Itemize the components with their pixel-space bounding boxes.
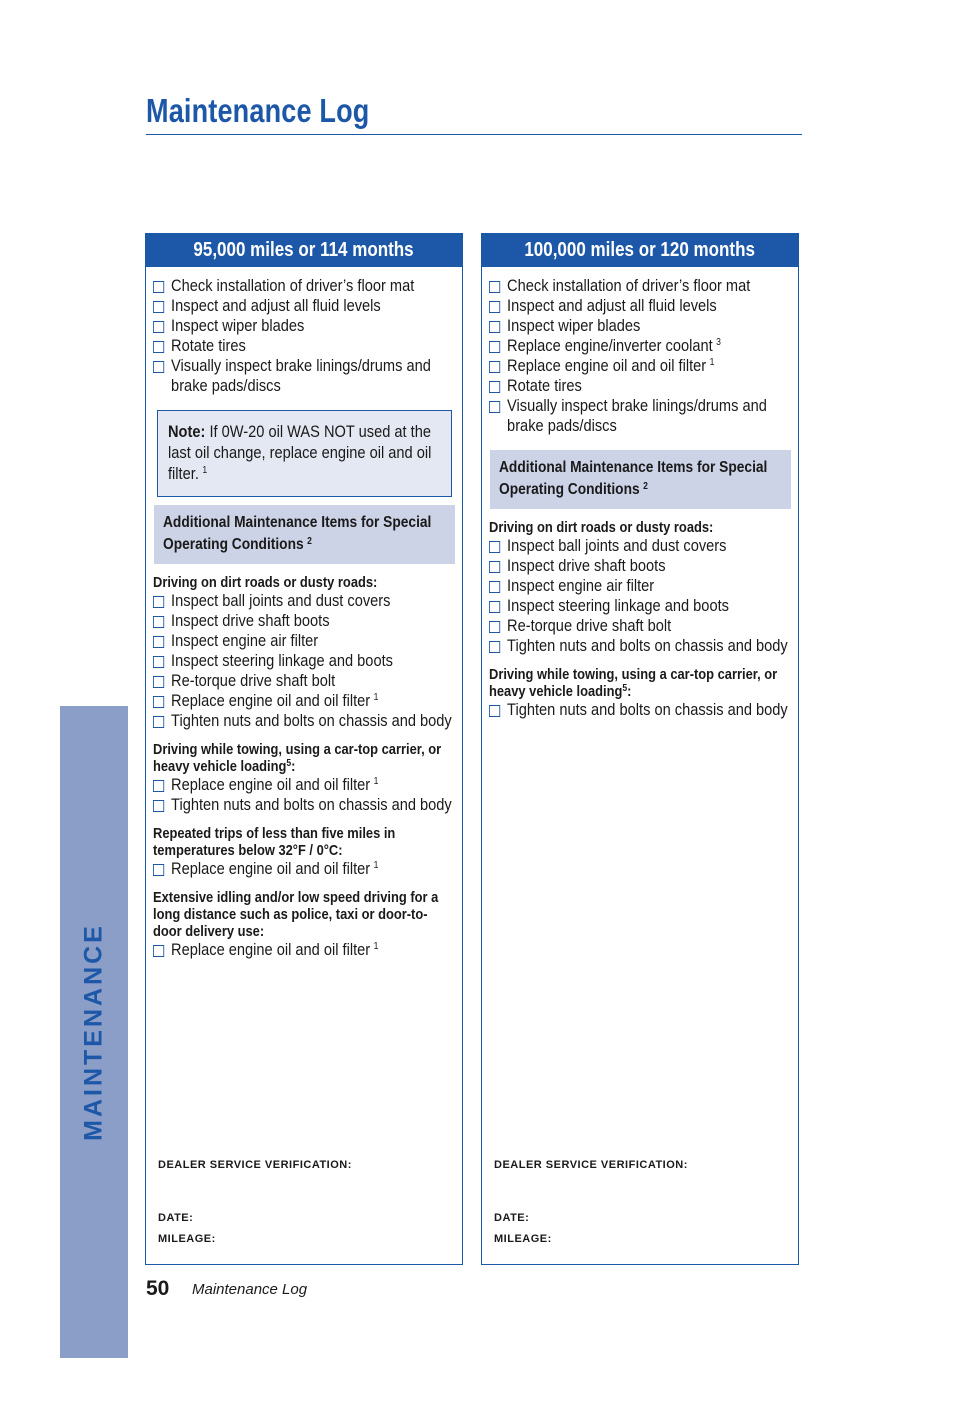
checkbox-icon[interactable] — [489, 281, 500, 293]
checkbox-icon[interactable] — [489, 621, 500, 633]
condition-heading: Driving on dirt roads or dusty roads: — [153, 574, 378, 591]
checklist-item — [153, 651, 455, 671]
checklist-item — [153, 795, 455, 815]
checkbox-icon[interactable] — [153, 676, 164, 688]
checkbox-icon[interactable] — [153, 341, 164, 353]
checklist-item-text: Inspect steering linkage and boots — [507, 596, 729, 615]
interval-column-95000 — [145, 233, 463, 1265]
checkbox-icon[interactable] — [153, 800, 164, 812]
checklist-item — [489, 396, 791, 436]
checklist-item — [153, 631, 455, 651]
checkbox-icon[interactable] — [153, 696, 164, 708]
page-number: 50 — [146, 1277, 170, 1300]
checkbox-icon[interactable] — [153, 281, 164, 293]
column-header: 100,000 miles or 120 months — [481, 233, 799, 267]
checklist-item-text: Re-torque drive shaft bolt — [507, 616, 672, 635]
checklist-item-text: Tighten nuts and bolts on chassis and body — [507, 700, 788, 719]
checkbox-icon[interactable] — [489, 641, 500, 653]
checklist-item-text: Inspect and adjust all fluid levels — [507, 296, 717, 315]
checklist-item — [153, 356, 455, 396]
checklist-item — [489, 636, 791, 656]
checklist-item — [489, 356, 791, 376]
checklist-item — [489, 296, 791, 316]
title-divider — [146, 134, 802, 135]
checklist-item-text: Check installation of driver’s floor mat — [507, 276, 751, 295]
checklist-item — [153, 611, 455, 631]
condition-heading: Extensive idling and/or low speed driving for a long distance such as police, taxi or door-to-door delivery use: — [153, 889, 439, 940]
checkbox-icon[interactable] — [489, 341, 500, 353]
checklist-item — [153, 671, 455, 691]
checkbox-icon[interactable] — [489, 321, 500, 333]
footnote-ref: 1 — [709, 357, 715, 368]
checklist-item-text: Rotate tires — [171, 336, 246, 355]
checkbox-icon[interactable] — [489, 601, 500, 613]
checklist-item — [153, 336, 455, 356]
additional-items-title: Additional Maintenance Items for Special Operating Conditions $^2$ — [154, 505, 455, 564]
checklist-item — [489, 616, 791, 636]
mileage-label: MILEAGE: — [494, 1233, 552, 1245]
footnote-ref: 3 — [716, 337, 721, 348]
checklist-item — [489, 336, 791, 356]
checkbox-icon[interactable] — [153, 656, 164, 668]
checklist-item-text: Replace engine oil and oil filter — [171, 940, 371, 959]
footnote-ref: 1 — [373, 692, 379, 703]
condition-heading: Driving while towing, using a car-top carrier, or heavy vehicle loading$^5$: — [489, 666, 778, 700]
checklist-item — [153, 691, 455, 711]
checklist-item — [153, 940, 455, 960]
column-header: 95,000 miles or 114 months — [145, 233, 463, 267]
checklist-item — [153, 859, 455, 879]
checklist-item-text: Replace engine/inverter coolant — [507, 336, 713, 355]
checkbox-icon[interactable] — [489, 561, 500, 573]
footer-label: Maintenance Log — [192, 1281, 308, 1298]
footnote-ref: 5 — [622, 683, 628, 694]
checklist-item-text: Visually inspect brake linings/drums and brake pads/discs — [171, 356, 431, 395]
checklist-item-text: Inspect wiper blades — [507, 316, 641, 335]
checkbox-icon[interactable] — [153, 361, 164, 373]
checklist-item-text: Inspect engine air filter — [171, 631, 319, 650]
checklist-item — [489, 316, 791, 336]
checkbox-icon[interactable] — [153, 596, 164, 608]
checklist-item-text: Check installation of driver’s floor mat — [171, 276, 415, 295]
checklist-item — [153, 775, 455, 795]
checklist-item-text: Visually inspect brake linings/drums and brake pads/discs — [507, 396, 767, 435]
date-label: DATE: — [158, 1212, 194, 1224]
checklist-item — [489, 576, 791, 596]
dealer-verification-label: DEALER SERVICE VERIFICATION: — [158, 1159, 352, 1171]
checkbox-icon[interactable] — [489, 705, 500, 717]
checkbox-icon[interactable] — [489, 361, 500, 373]
interval-column-100000 — [481, 233, 799, 1265]
checklist — [153, 276, 456, 396]
checklist-item — [153, 591, 455, 611]
checklist-item-text: Inspect ball joints and dust covers — [171, 591, 391, 610]
checklist-item-text: Inspect steering linkage and boots — [171, 651, 393, 670]
checklist-item-text: Inspect engine air filter — [507, 576, 655, 595]
checklist-item-text: Inspect and adjust all fluid levels — [171, 296, 381, 315]
checklist-item-text: Rotate tires — [507, 376, 582, 395]
checkbox-icon[interactable] — [153, 945, 164, 957]
checkbox-icon[interactable] — [489, 541, 500, 553]
checkbox-icon[interactable] — [489, 381, 500, 393]
condition-heading: Driving while towing, using a car-top carrier, or heavy vehicle loading$^5$: — [153, 741, 442, 775]
condition-heading: Repeated trips of less than five miles in temperatures below 32°F / 0°C: — [153, 825, 396, 859]
checklist-item-text: Inspect drive shaft boots — [507, 556, 666, 575]
checklist-item — [153, 276, 455, 296]
checkbox-icon[interactable] — [153, 636, 164, 648]
oil-note — [157, 410, 452, 497]
checklist-item-text: Re-torque drive shaft bolt — [171, 671, 336, 690]
checklist-item-text: Tighten nuts and bolts on chassis and body — [507, 636, 788, 655]
checkbox-icon[interactable] — [489, 401, 500, 413]
checklist-item-text: Tighten nuts and bolts on chassis and body — [171, 711, 452, 730]
checklist-item-text: Replace engine oil and oil filter — [171, 775, 371, 794]
checklist-item-text: Inspect wiper blades — [171, 316, 305, 335]
note-text: If 0W-20 oil WAS NOT used at the last oil change, replace engine oil and oil filter. — [168, 422, 432, 483]
checklist-item — [153, 711, 455, 731]
checklist-item-text: Replace engine oil and oil filter — [171, 691, 371, 710]
checkbox-icon[interactable] — [153, 321, 164, 333]
checklist-item-text: Replace engine oil and oil filter — [171, 859, 371, 878]
footnote-ref: 1 — [373, 776, 379, 787]
checkbox-icon[interactable] — [153, 301, 164, 313]
footnote-ref: 1 — [373, 941, 379, 952]
side-tab-label: MAINTENANCE — [79, 923, 108, 1141]
checkbox-icon[interactable] — [489, 581, 500, 593]
checkbox-icon[interactable] — [489, 301, 500, 313]
page-title: Maintenance Log — [146, 92, 370, 129]
checklist-item-text: Replace engine oil and oil filter — [507, 356, 707, 375]
checkbox-icon[interactable] — [153, 864, 164, 876]
side-tab — [60, 706, 128, 1358]
special-conditions — [153, 574, 456, 960]
checklist-item-text: Inspect ball joints and dust covers — [507, 536, 727, 555]
checklist-item — [153, 296, 455, 316]
checklist-item-text: Tighten nuts and bolts on chassis and body — [171, 795, 452, 814]
checkbox-icon[interactable] — [153, 780, 164, 792]
checklist-item — [489, 596, 791, 616]
checklist-item — [489, 536, 791, 556]
checkbox-icon[interactable] — [153, 716, 164, 728]
date-label: DATE: — [494, 1212, 530, 1224]
checklist-item — [489, 376, 791, 396]
checklist-item-text: Inspect drive shaft boots — [171, 611, 330, 630]
checklist-item — [489, 700, 791, 720]
checklist-item — [489, 556, 791, 576]
additional-items-title: Additional Maintenance Items for Special Operating Conditions $^2$ — [490, 450, 791, 509]
footnote-ref: 1 — [373, 860, 379, 871]
checkbox-icon[interactable] — [153, 616, 164, 628]
special-conditions — [489, 519, 792, 720]
footnote-ref: 5 — [286, 758, 292, 769]
note-label: Note: — [168, 422, 206, 441]
note-footnote: 1 — [202, 465, 208, 476]
condition-heading: Driving on dirt roads or dusty roads: — [489, 519, 714, 536]
dealer-verification-label: DEALER SERVICE VERIFICATION: — [494, 1159, 688, 1171]
checklist-item — [489, 276, 791, 296]
checklist-item — [153, 316, 455, 336]
checklist — [489, 276, 792, 436]
mileage-label: MILEAGE: — [158, 1233, 216, 1245]
